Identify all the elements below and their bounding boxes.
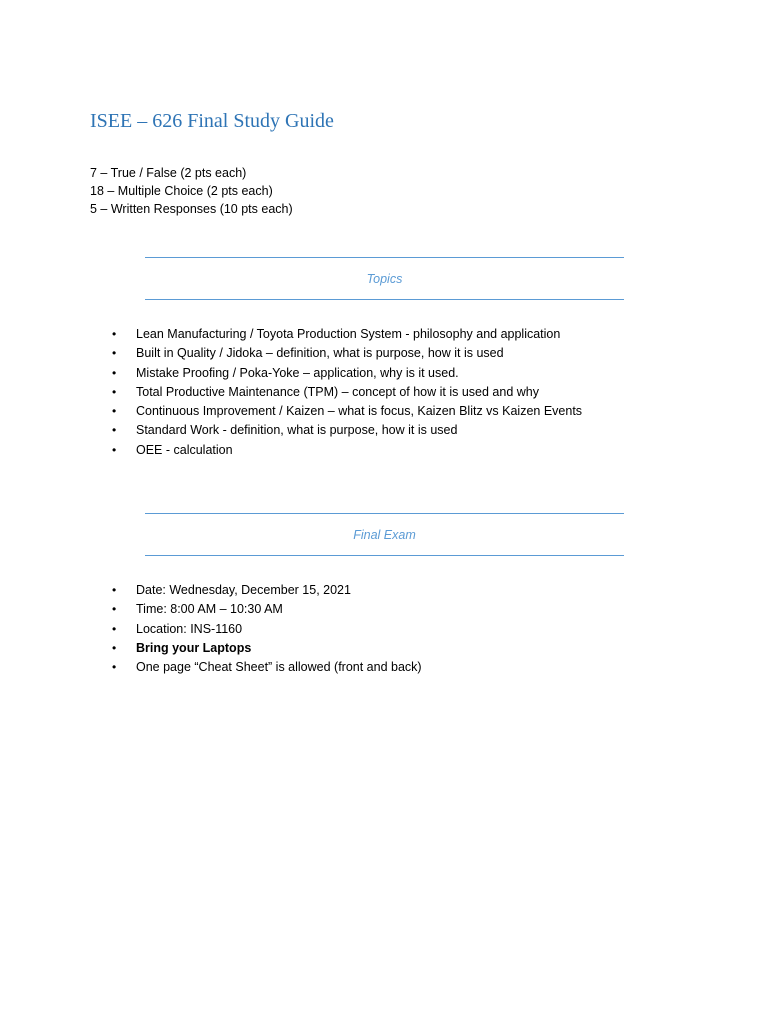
- list-item: • Lean Manufacturing / Toyota Production System - philosophy and application: [112, 325, 582, 344]
- topics-heading: Topics: [366, 271, 403, 286]
- scoring-item: 7 – True / False (2 pts each): [90, 166, 247, 180]
- scoring-breakdown: [90, 164, 293, 218]
- scoring-item: 5 – Written Responses (10 pts each): [90, 202, 293, 216]
- bullet-icon: •: [112, 442, 117, 457]
- bullet-icon: •: [112, 327, 117, 341]
- list-item: • Date: Wednesday, December 15, 2021: [112, 581, 422, 600]
- list-item: • Location: INS-1160: [112, 620, 422, 639]
- bullet-icon: •: [112, 384, 117, 399]
- bullet-icon: •: [112, 583, 117, 597]
- topics-heading-box: [145, 257, 624, 300]
- bullet-icon: •: [112, 602, 117, 617]
- list-item: • OEE - calculation: [112, 441, 582, 460]
- bullet-icon: •: [112, 621, 117, 636]
- list-item: • Bring your Laptops: [112, 639, 422, 658]
- list-item: • Continuous Improvement / Kaizen – what is focus, Kaizen Blitz vs Kaizen Events: [112, 402, 582, 421]
- bullet-icon: •: [112, 660, 117, 675]
- list-item: • Total Productive Maintenance (TPM) – concept of how it is used and why: [112, 383, 582, 402]
- bullet-icon: •: [112, 423, 117, 438]
- topics-list: [112, 325, 582, 460]
- final-exam-heading: Final Exam: [353, 527, 416, 542]
- bullet-icon: •: [112, 365, 117, 380]
- bullet-icon: •: [112, 640, 117, 655]
- list-item: • Time: 8:00 AM – 10:30 AM: [112, 600, 422, 619]
- document-title: ISEE – 626 Final Study Guide: [90, 110, 334, 132]
- final-exam-list: [112, 581, 422, 677]
- bullet-icon: •: [112, 346, 117, 361]
- list-item: • Built in Quality / Jidoka – definition, what is purpose, how it is used: [112, 344, 582, 363]
- list-item: • Mistake Proofing / Poka-Yoke – application, why is it used.: [112, 364, 582, 383]
- list-item: • One page “Cheat Sheet” is allowed (front and back): [112, 658, 422, 677]
- list-item: • Standard Work - definition, what is purpose, how it is used: [112, 421, 582, 440]
- bullet-icon: •: [112, 404, 117, 419]
- scoring-item: 18 – Multiple Choice (2 pts each): [90, 184, 273, 198]
- final-exam-heading-box: [145, 513, 624, 556]
